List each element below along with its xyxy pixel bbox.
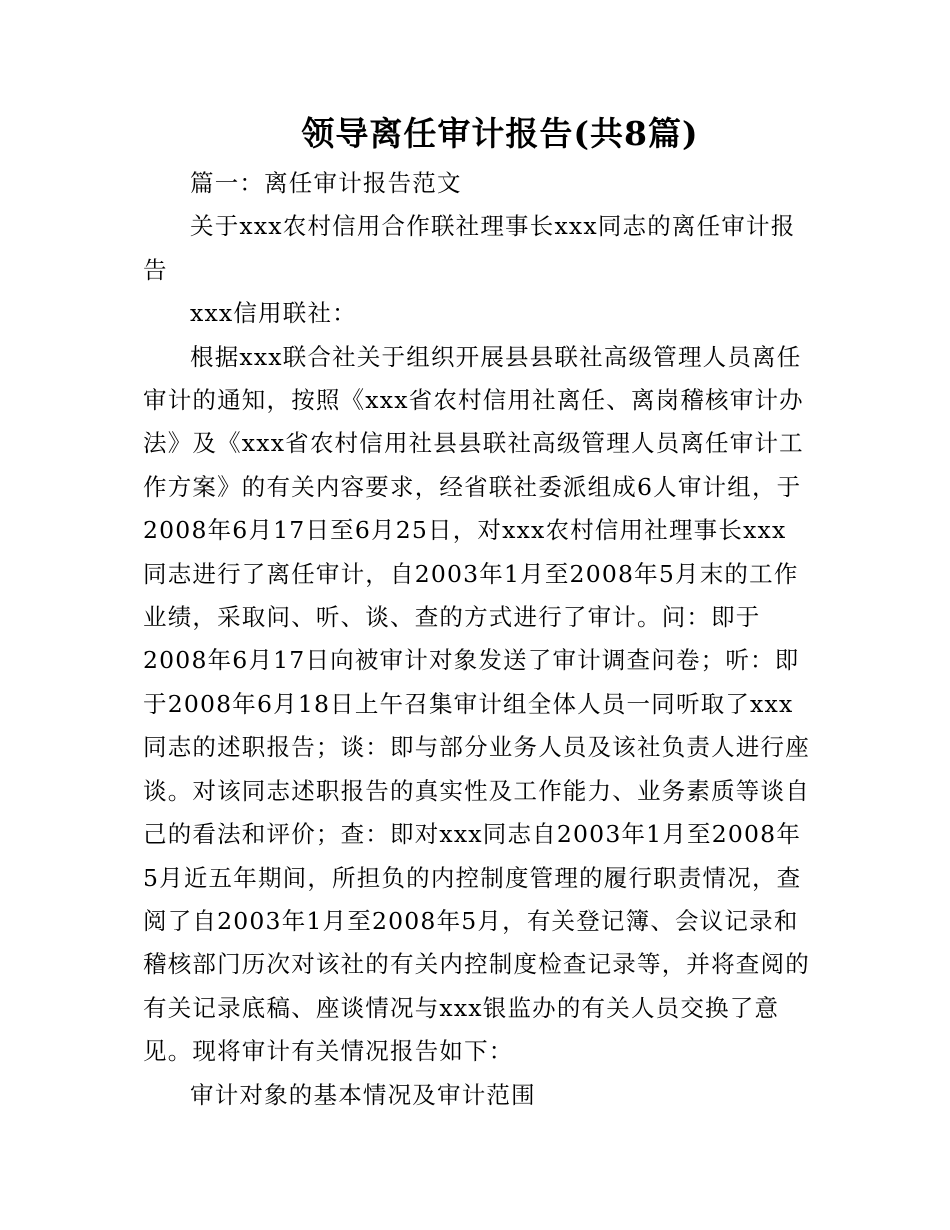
paragraph-line: 法》及《xxx省农村信用社县县联社高级管理人员离任审计工 [143, 429, 804, 458]
paragraph-line: 阅了自2003年1月至2008年5月，有关登记簿、会议记录和 [143, 906, 799, 935]
paragraph-line: 作方案》的有关内容要求，经省联社委派组成6人审计组，于 [143, 472, 802, 501]
document-title: 领导离任审计报告(共8篇) [301, 114, 699, 153]
paragraph-line: 谈。对该同志述职报告的真实性及工作能力、业务素质等谈自 [143, 776, 810, 805]
section-heading: 审计对象的基本情况及审计范围 [190, 1080, 536, 1109]
salutation: xxx信用联社： [190, 299, 357, 328]
paragraph-line: 根据xxx联合社关于组织开展县县联社高级管理人员离任 [190, 342, 802, 371]
paragraph-line: 审计的通知，按照《xxx省农村信用社离任、离岗稽核审计办 [143, 386, 804, 415]
paragraph-line: 同志进行了离任审计，自2003年1月至2008年5月末的工作 [143, 559, 799, 588]
paragraph-audit-process [143, 336, 811, 1074]
paragraph-line: 于2008年6月18日上午召集审计组全体人员一同听取了xxx [143, 689, 794, 718]
document-body [143, 162, 811, 1117]
paragraph-line: 2008年6月17日至6月25日，对xxx农村信用社理事长xxx [143, 516, 787, 545]
report-title-line: 关于xxx农村信用合作联社理事长xxx同志的离任审计报 [190, 212, 796, 241]
paragraph-line: 稽核部门历次对该社的有关内控制度检查记录等，并将查阅的 [143, 950, 810, 979]
paragraph-line: 5月近五年期间，所担负的内控制度管理的履行职责情况，查 [143, 863, 802, 892]
paragraph-line: 己的看法和评价；查：即对xxx同志自2003年1月至2008年 [143, 820, 802, 849]
paragraph-line: 业绩，采取问、听、谈、查的方式进行了审计。问：即于 [143, 603, 761, 632]
paragraph-line: 见。现将审计有关情况报告如下： [143, 1037, 514, 1066]
paragraph-line: 有关记录底稿、座谈情况与xxx银监办的有关人员交换了意 [143, 993, 780, 1022]
paragraph-line: 同志的述职报告；谈：即与部分业务人员及该社负责人进行座 [143, 733, 810, 762]
report-title-line: 告 [143, 255, 168, 284]
report-title [143, 205, 811, 292]
paragraph-line: 2008年6月17日向被审计对象发送了审计调查问卷；听：即 [143, 646, 800, 675]
heading-part-one: 篇一：离任审计报告范文 [190, 169, 462, 197]
